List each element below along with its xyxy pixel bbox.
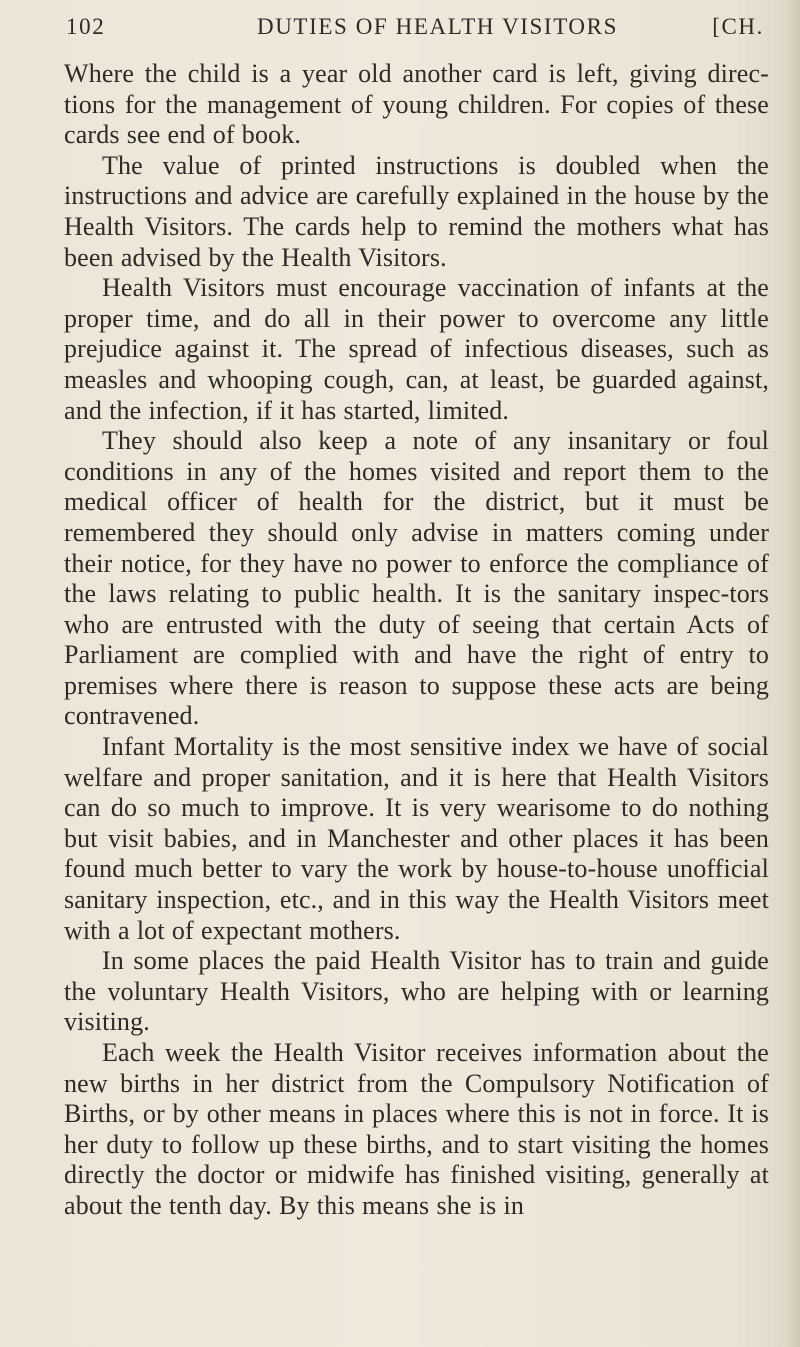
running-head bbox=[66, 14, 766, 44]
body-text bbox=[64, 59, 769, 1222]
paragraph-printed-instructions: The value of printed instructions is doubled when the instructions and advice are carefully explained in the house by the Health Visitors. The cards help to remind the mothers what has been advised by the Health Visitors. bbox=[64, 150, 769, 272]
running-title: DUTIES OF HEALTH VISITORS bbox=[257, 14, 618, 39]
page-number: 102 bbox=[66, 14, 106, 39]
paragraph-child-card: Where the child is a year old another card is left, giving direc-tions for the management of young children. For copies of these cards see end of book. bbox=[64, 59, 769, 150]
paragraph-vaccination: Health Visitors must encourage vaccination of infants at the proper time, and do all in their power to overcome any little prejudice against it. The spread of infectious diseases, such as measles and whooping cough, can, at least, be guarded against, and the infection, if it has started, limited. bbox=[64, 273, 769, 425]
paragraph-new-births: Each week the Health Visitor receives information about the new births in her district from the Compulsory Notification of Births, or by other means in places where this is not in force. It is her duty to follow up these births, and to start visiting the homes directly the doctor or midwife has finished visiting, generally at about the tenth day. By this means she is in bbox=[64, 1038, 769, 1220]
paragraph-insanitary-conditions: They should also keep a note of any insanitary or foul conditions in any of the homes visited and report them to the medical officer of health for the district, but it must be remembered they should only advise in matters coming under their notice, for they have no power to enforce the compliance of the laws relating to public health. It is the sanitary inspec-tors who are entrusted with the duty of seeing that certain Acts of Parliament are complied with and have the right of entry to premises where there is reason to suppose these acts are being contravened. bbox=[64, 426, 769, 731]
paragraph-infant-mortality: Infant Mortality is the most sensitive index we have of social welfare and proper sanitation, and it is here that Health Visitors can do so much to improve. It is very wearisome to do nothing but visit babies, and in Manchester and other places it has been found much better to vary the work by house-to-house unofficial sanitary inspection, etc., and in this way the Health Visitors meet with a lot of expectant mothers. bbox=[64, 732, 769, 945]
paragraph-voluntary-visitors: In some places the paid Health Visitor has to train and guide the voluntary Health Visitors, who are helping with or learning visiting. bbox=[64, 946, 769, 1037]
page-edge-shadow bbox=[786, 0, 800, 1347]
chapter-mark: [CH. bbox=[712, 14, 764, 39]
